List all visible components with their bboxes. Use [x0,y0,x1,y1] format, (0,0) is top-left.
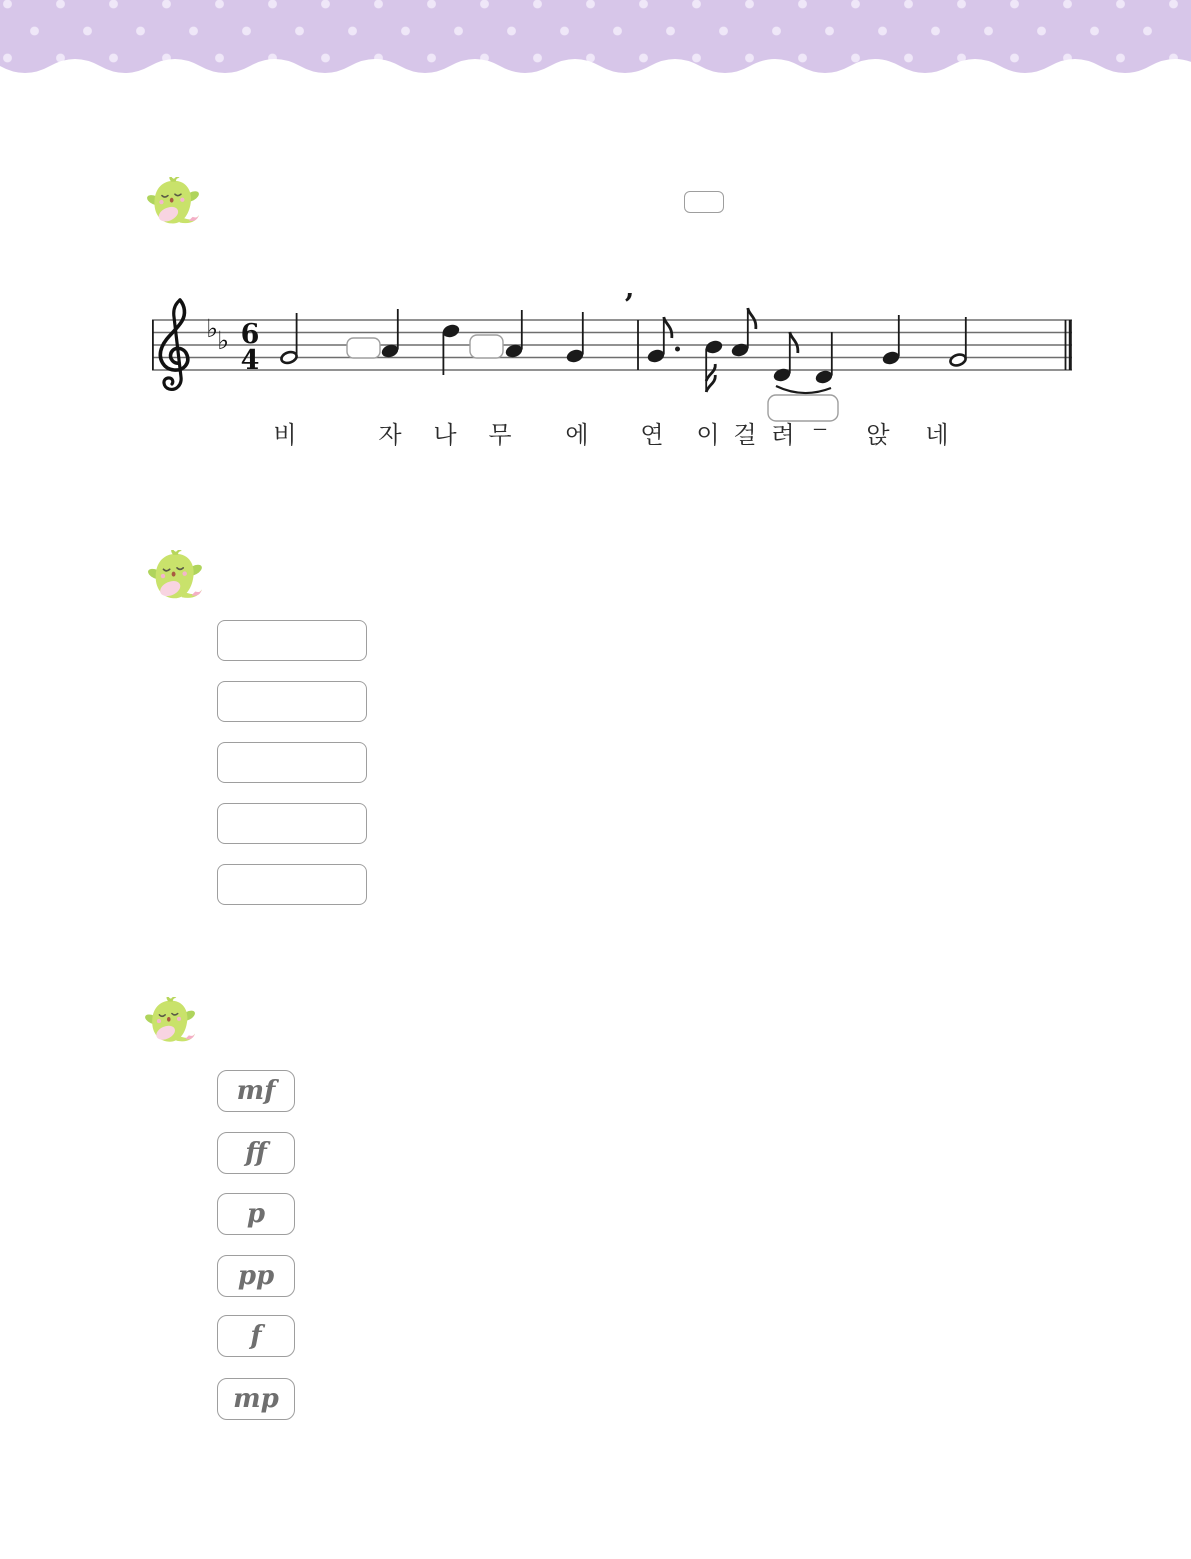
dynamics-label: pp [237,1261,275,1291]
dynamics-label: mp [233,1384,279,1414]
eighth-notehead [646,348,666,364]
lyric-dash: – [814,415,826,441]
dynamics-option-f[interactable] [217,1315,295,1357]
sixteenth-notehead [704,339,724,355]
quarter-notehead [814,369,834,385]
quarter-notehead [881,350,901,366]
lyric-syllable: 나 [433,423,457,449]
augmentation-dot [675,347,680,352]
slur [776,386,831,393]
lyric-syllable: 자 [378,423,402,449]
lyric-syllable: 무 [488,423,512,449]
header-wave-edge [0,56,1191,86]
answer-box-on-staff[interactable] [470,335,503,358]
answer-box[interactable] [217,681,367,722]
breath-mark: ’ [623,290,635,323]
dynamics-option-p[interactable] [217,1193,295,1235]
music-staff [140,290,1110,435]
notes [280,308,967,421]
half-notehead [280,350,298,365]
eighth-flag [748,308,756,329]
flat-icon: ♭ [217,326,229,355]
eighth-notehead [772,367,792,383]
green-bird-icon [146,177,202,229]
lyric-syllable: 비 [273,423,297,449]
lyric-syllable: 연 [640,423,664,449]
lyric-syllable: 이 [696,423,720,449]
dynamics-label: mf [236,1076,276,1106]
dynamics-label: p [246,1199,266,1229]
lyric-syllable: 려 [771,423,795,449]
dynamics-option-ff[interactable] [217,1132,295,1174]
dynamics-option-mp[interactable] [217,1378,295,1420]
answer-box-on-staff[interactable] [347,338,380,358]
lyric-syllable: 앉 [866,423,890,449]
green-bird-icon [147,550,205,604]
flat-icon: ♭ [206,314,218,343]
lyric-syllable: 걸 [733,423,757,449]
green-bird-icon [142,997,200,1047]
dynamics-option-pp[interactable] [217,1255,295,1297]
answer-box[interactable] [217,803,367,844]
eighth-notehead [730,342,750,358]
time-signature-bottom: 4 [240,345,260,376]
answer-box[interactable] [217,620,367,661]
lyric-syllable: 에 [565,423,589,449]
eighth-flag [790,332,798,353]
answer-box-small[interactable] [684,191,724,213]
dynamics-label: ff [245,1138,267,1168]
time-signature-top: 6 [240,319,260,350]
lyric-syllable: 네 [925,423,949,449]
quarter-notehead [565,348,585,364]
half-notehead [949,353,967,368]
dynamics-label: f [250,1321,262,1351]
dynamics-option-mf[interactable] [217,1070,295,1112]
answer-box[interactable] [217,742,367,783]
answer-box[interactable] [217,864,367,905]
